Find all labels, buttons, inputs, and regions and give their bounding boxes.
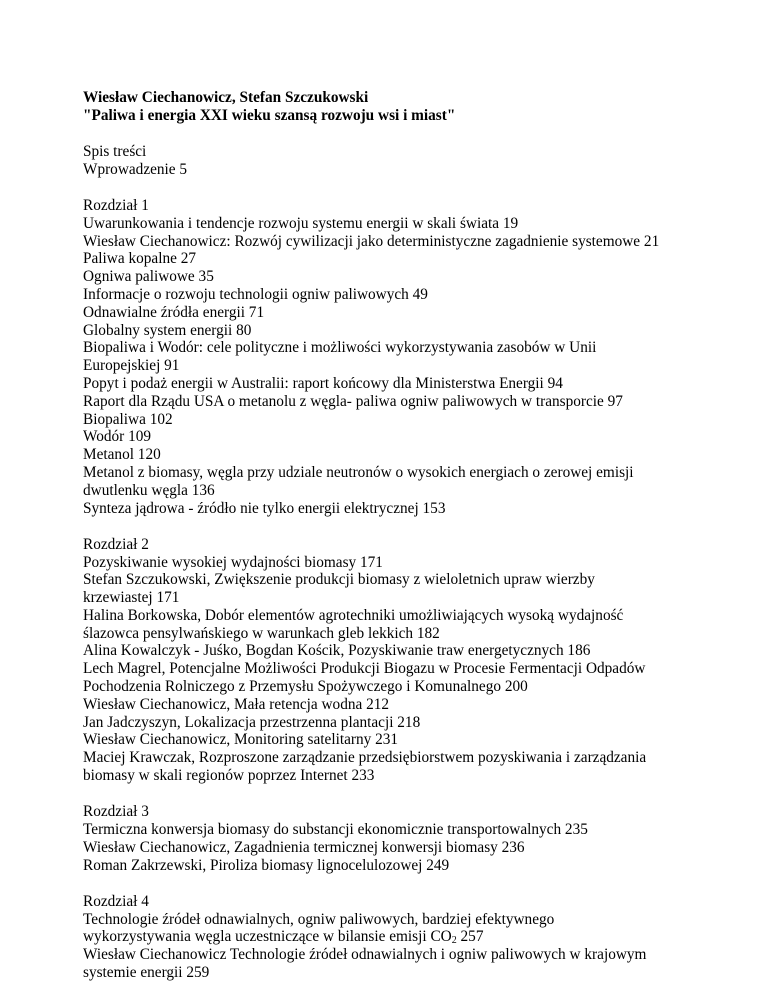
- toc-entry: Roman Zakrzewski, Piroliza biomasy lignocelulozowej 249: [83, 856, 450, 874]
- toc-entry: Uwarunkowania i tendencje rozwoju systemu energii w skali świata 19: [83, 214, 519, 232]
- toc-entry: Wiesław Ciechanowicz, Mała retencja wodna 212: [83, 695, 390, 713]
- toc-entry: Biopaliwa i Wodór: cele polityczne i możliwości wykorzystywania zasobów w Unii Europejskiej 91: [83, 339, 597, 375]
- toc-entry: Informacje o rozwoju technologii ogniw paliwowych 49: [83, 285, 428, 303]
- chapter-heading: Rozdział 2: [83, 535, 149, 553]
- chapter-2: [83, 536, 683, 785]
- toc-entry: Globalny system energii 80: [83, 321, 252, 339]
- toc-entry: Metanol 120: [83, 446, 161, 464]
- toc-entry: Halina Borkowska, Dobór elementów agrotechniki umożliwiających wysoką wydajność ślazowca pensylwańskiego w warunkach gleb lekkich 182: [83, 606, 624, 642]
- toc-entry: Alina Kowalczyk - Juśko, Bogdan Kościk, Pozyskiwanie traw energetycznych 186: [83, 642, 591, 660]
- toc-entry: Synteza jądrowa - źródło nie tylko energii elektrycznej 153: [83, 499, 446, 517]
- toc-entry: Ogniwa paliwowe 35: [83, 268, 214, 286]
- toc-entry: Wiesław Ciechanowicz, Zagadnienia termicznej konwersji biomasy 236: [83, 838, 525, 856]
- chapter-1: [83, 197, 683, 517]
- chapter-3: [83, 803, 683, 874]
- toc-entry: Raport dla Rządu USA o metanolu z węgla- paliwa ogniw paliwowych w transporcie 97: [83, 392, 623, 410]
- toc-intro: Wprowadzenie 5: [83, 160, 188, 178]
- toc-entry-text: Technologie źródeł odnawialnych, ogniw paliwowych, bardziej efektywnego wykorzystywania węgla uczestniczące w bilansie emisji CO: [83, 910, 555, 946]
- chapter-heading: Rozdział 1: [83, 196, 149, 214]
- toc-entry: Wodór 109: [83, 428, 152, 446]
- toc-entry: Maciej Krawczak, Rozproszone zarządzanie przedsiębiorstwem pozyskiwania i zarządzania biomasy w skali regionów poprzez Internet 233: [83, 749, 647, 785]
- toc-heading: Spis treści: [83, 142, 147, 160]
- toc-entry: Jan Jadczyszyn, Lokalizacja przestrzenna plantacji 218: [83, 713, 421, 731]
- document-page: [83, 89, 683, 982]
- document-authors: Wiesław Ciechanowicz, Stefan Szczukowski: [83, 89, 369, 106]
- toc-entry: Paliwa kopalne 27: [83, 250, 197, 268]
- toc-entry: Lech Magrel, Potencjalne Możliwości Produkcji Biogazu w Procesie Fermentacji Odpadów Pochodzenia Rolniczego z Przemysłu Spożywczego i Komunalnego 200: [83, 660, 646, 696]
- subscript-2: 2: [451, 935, 457, 947]
- toc-entry: Biopaliwa 102: [83, 410, 173, 428]
- toc-entry: Wiesław Ciechanowicz Technologie źródeł odnawialnych i ogniw paliwowych w krajowym systemie energii 259: [83, 946, 647, 982]
- chapter-heading: Rozdział 3: [83, 803, 149, 821]
- toc-entry: Termiczna konwersja biomasy do substancji ekonomicznie transportowalnych 235: [83, 821, 588, 839]
- toc-entry-page: 257: [456, 928, 484, 946]
- toc-entry: Pozyskiwanie wysokiej wydajności biomasy 171: [83, 553, 383, 571]
- chapter-heading: Rozdział 4: [83, 892, 149, 910]
- document-title: "Paliwa i energia XXI wieku szansą rozwoju wsi i miast": [83, 106, 456, 124]
- chapter-4: [83, 893, 683, 982]
- toc-entry: Odnawialne źródła energii 71: [83, 303, 265, 321]
- toc-entry: Wiesław Ciechanowicz, Monitoring satelitarny 231: [83, 731, 399, 749]
- toc-entry: [83, 911, 643, 947]
- toc-entry: Stefan Szczukowski, Zwiększenie produkcji biomasy z wieloletnich upraw wierzby krzewiastej 171: [83, 571, 595, 607]
- toc-entry: Popyt i podaż energii w Australii: raport końcowy dla Ministerstwa Energii 94: [83, 374, 563, 392]
- toc-entry: Metanol z biomasy, węgla przy udziale neutronów o wysokich energiach o zerowej emisji dwutlenku węgla 136: [83, 463, 634, 499]
- toc-entry: Wiesław Ciechanowicz: Rozwój cywilizacji jako deterministyczne zagadnienie systemowe 21: [83, 232, 660, 250]
